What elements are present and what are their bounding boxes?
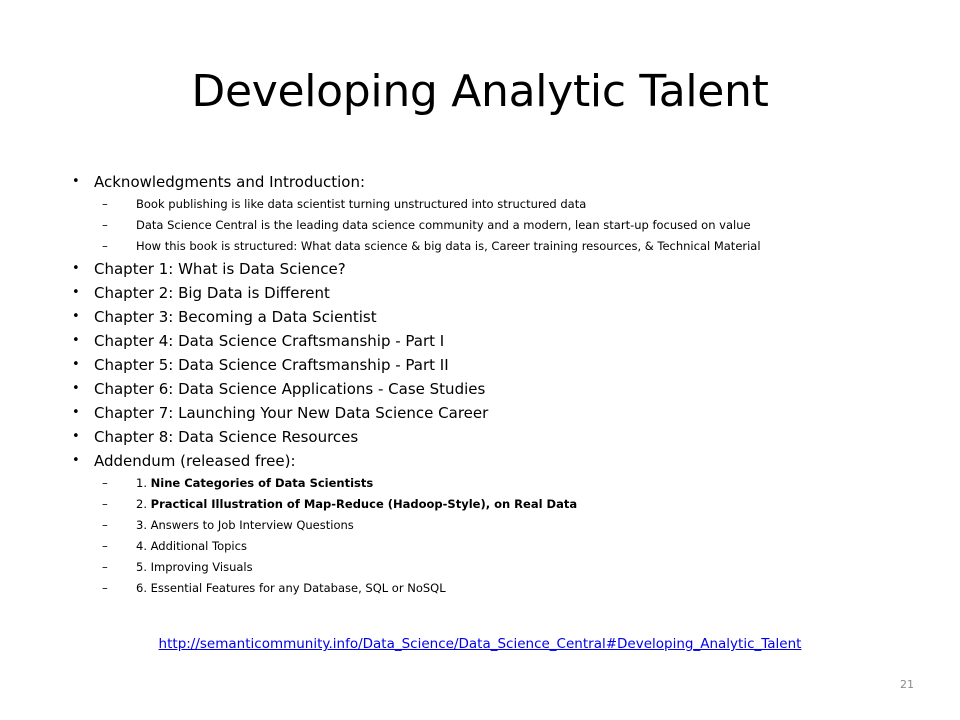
bullet-icon: • [72, 285, 80, 300]
bullet-icon: • [72, 174, 80, 189]
bullet-icon: • [72, 405, 80, 420]
list-item [72, 425, 922, 449]
sub-list-item-text: How this book is structured: What data science & big data is, Career training resources, & Technical Material [136, 239, 761, 253]
sub-list-item [72, 578, 922, 599]
list-item-text: Chapter 1: What is Data Science? [94, 260, 346, 278]
dash-icon: – [102, 218, 108, 232]
dash-icon: – [102, 518, 108, 532]
dash-icon: – [102, 239, 108, 253]
bullet-list [72, 170, 922, 599]
list-item [72, 281, 922, 305]
list-item [72, 329, 922, 353]
list-item [72, 353, 922, 377]
sub-list-item-text: Book publishing is like data scientist turning unstructured into structured data [136, 197, 587, 211]
list-item-text: Chapter 2: Big Data is Different [94, 284, 330, 302]
bullet-icon: • [72, 333, 80, 348]
sub-list-item-text: Practical Illustration of Map-Reduce (Hadoop-Style), on Real Data [150, 497, 578, 511]
dash-icon: – [102, 581, 108, 595]
list-item-text: Chapter 7: Launching Your New Data Science Career [94, 404, 489, 422]
list-item-text: Addendum (released free): [94, 452, 296, 470]
dash-icon: – [102, 197, 108, 211]
sub-list-item [72, 236, 922, 257]
list-item-text: Chapter 6: Data Science Applications - Case Studies [94, 380, 486, 398]
dash-icon: – [102, 497, 108, 511]
sub-list-item-text: Data Science Central is the leading data science community and a modern, lean start-up focused on value [136, 218, 751, 232]
list-item [72, 449, 922, 473]
sub-list-item [72, 515, 922, 536]
bullet-icon: • [72, 309, 80, 324]
sub-list-item [72, 557, 922, 578]
sub-list-item-text: 4. Additional Topics [136, 539, 247, 553]
sub-list-item [72, 473, 922, 494]
page-number: 21 [900, 678, 914, 691]
slide-title: Developing Analytic Talent [191, 66, 769, 117]
list-item-text: Chapter 8: Data Science Resources [94, 428, 359, 446]
list-item [72, 401, 922, 425]
list-item-text: Chapter 5: Data Science Craftsmanship - Part II [94, 356, 449, 374]
sub-list-item-text: 6. Essential Features for any Database, SQL or NoSQL [136, 581, 446, 595]
list-item-text: Chapter 3: Becoming a Data Scientist [94, 308, 377, 326]
bullet-icon: • [72, 429, 80, 444]
sub-list-item [72, 494, 922, 515]
bullet-icon: • [72, 453, 80, 468]
dash-icon: – [102, 539, 108, 553]
list-item [72, 257, 922, 281]
list-item [72, 377, 922, 401]
sub-list-item [72, 194, 922, 215]
bullet-icon: • [72, 357, 80, 372]
bullet-icon: • [72, 381, 80, 396]
bullet-icon: • [72, 261, 80, 276]
sub-list-item-text: 3. Answers to Job Interview Questions [136, 518, 354, 532]
dash-icon: – [102, 476, 108, 490]
sub-list-item-text: 5. Improving Visuals [136, 560, 253, 574]
sub-list-item-text: Nine Categories of Data Scientists [150, 476, 374, 490]
source-link[interactable]: http://semanticommunity.info/Data_Science/Data_Science_Central#Developing_Analytic_Talent [158, 636, 802, 652]
dash-icon: – [102, 560, 108, 574]
list-item-text: Chapter 4: Data Science Craftsmanship - Part I [94, 332, 445, 350]
list-item [72, 305, 922, 329]
sub-list-item [72, 536, 922, 557]
list-item-text: Acknowledgments and Introduction: [94, 173, 366, 191]
sub-list-item-number: 2. [136, 497, 151, 511]
sub-list-item-number: 1. [136, 476, 151, 490]
list-item [72, 170, 922, 194]
sub-list-item [72, 215, 922, 236]
